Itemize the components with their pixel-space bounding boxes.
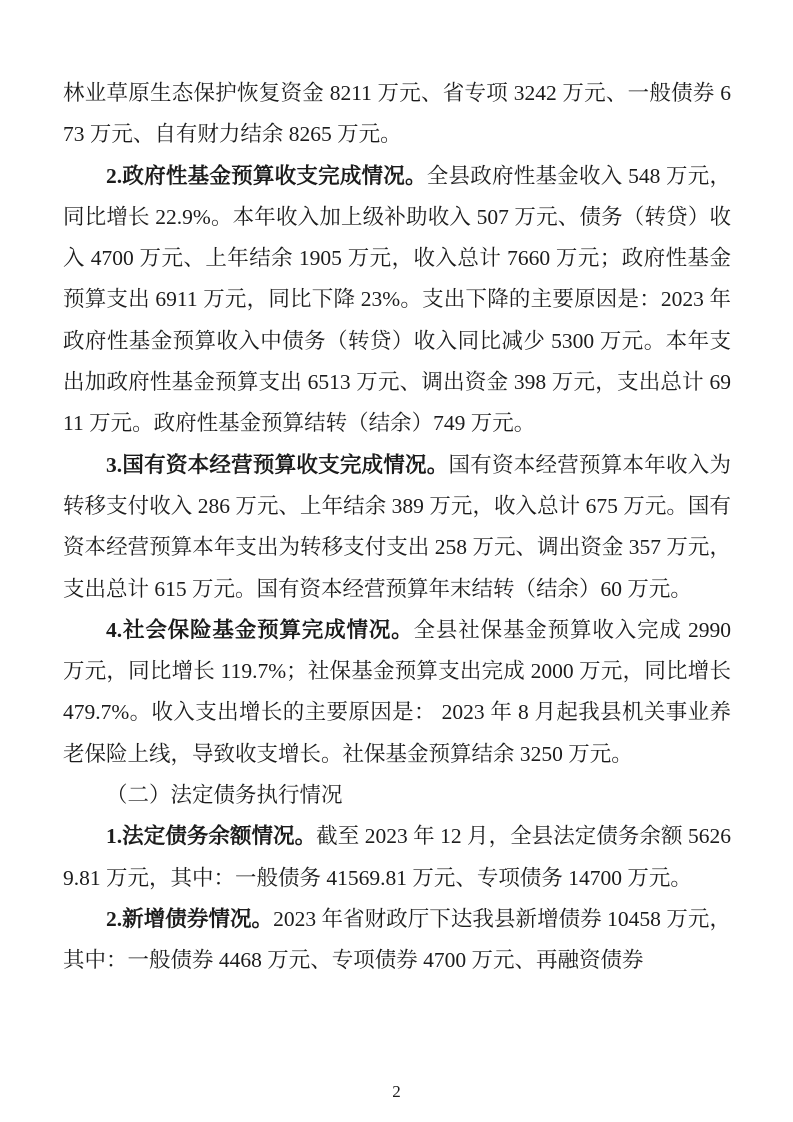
para-section-heading-legal-debt [63,775,731,816]
para-new-bonds [63,899,731,982]
para-govt-fund-budget [63,156,731,445]
paragraph-text: 全县政府性基金收入 548 万元，同比增长 22.9%。本年收入加上级补助收入 507 万元、债务（转贷）收入 4700 万元、上年结余 1905 万元，收入总计 7660 万元；政府性基金预算支出 6911 万元，同比下降 23%。支出下降的主要原因是：2023 年政府性基金预算收入中债务（转贷）收入同比减少 5300 万元。本年支出加政府性基金预算支出 6513 万元、调出资金 398 万元，支出总计 6911 万元。政府性基金预算结转（结余）749 万元。 [63,163,731,436]
paragraph-text: （二）法定债务执行情况 [106,783,343,808]
paragraph-lead: 4.社会保险基金预算完成情况。 [106,617,414,642]
paragraph-lead: 3.国有资本经营预算收支完成情况。 [106,452,449,477]
paragraph-lead: 1.法定债务余额情况。 [106,824,317,849]
paragraph-text: 林业草原生态保护恢复资金 8211 万元、省专项 3242 万元、一般债券 673 万元、自有财力结余 8265 万元。 [63,81,731,147]
page-number: 2 [392,1082,401,1101]
paragraph-text: 2023 年省财政厅下达我县新增债券 10458 万元，其中：一般债券 4468 万元、专项债券 4700 万元、再融资债券 [63,906,731,973]
paragraph-lead: 2.新增债券情况。 [106,906,274,931]
document-body [63,73,731,982]
para-social-insurance-budget [63,610,731,775]
paragraph-text: 截至 2023 年 12 月，全县法定债务余额 56269.81 万元，其中：一般债务 41569.81 万元、专项债务 14700 万元。 [63,824,731,890]
para-general-budget-continuation [63,73,731,156]
para-debt-balance [63,816,731,899]
paragraph-text: 全县社保基金预算收入完成 2990 万元，同比增长 119.7%；社保基金预算支出完成 2000 万元，同比增长 479.7%。收入支出增长的主要原因是： 2023 年 8 月起我县机关事业养老保险上线，导致收支增长。社保基金预算结余 3250 万元。 [63,617,731,766]
paragraph-lead: 2.政府性基金预算收支完成情况。 [106,163,427,188]
paragraph-text: 国有资本经营预算本年收入为转移支付收入 286 万元、上年结余 389 万元，收入总计 675 万元。国有资本经营预算本年支出为转移支付支出 258 万元、调出资金 357 万元，支出总计 615 万元。国有资本经营预算年末结转（结余）60 万元。 [63,452,731,601]
para-state-capital-budget [63,445,731,610]
